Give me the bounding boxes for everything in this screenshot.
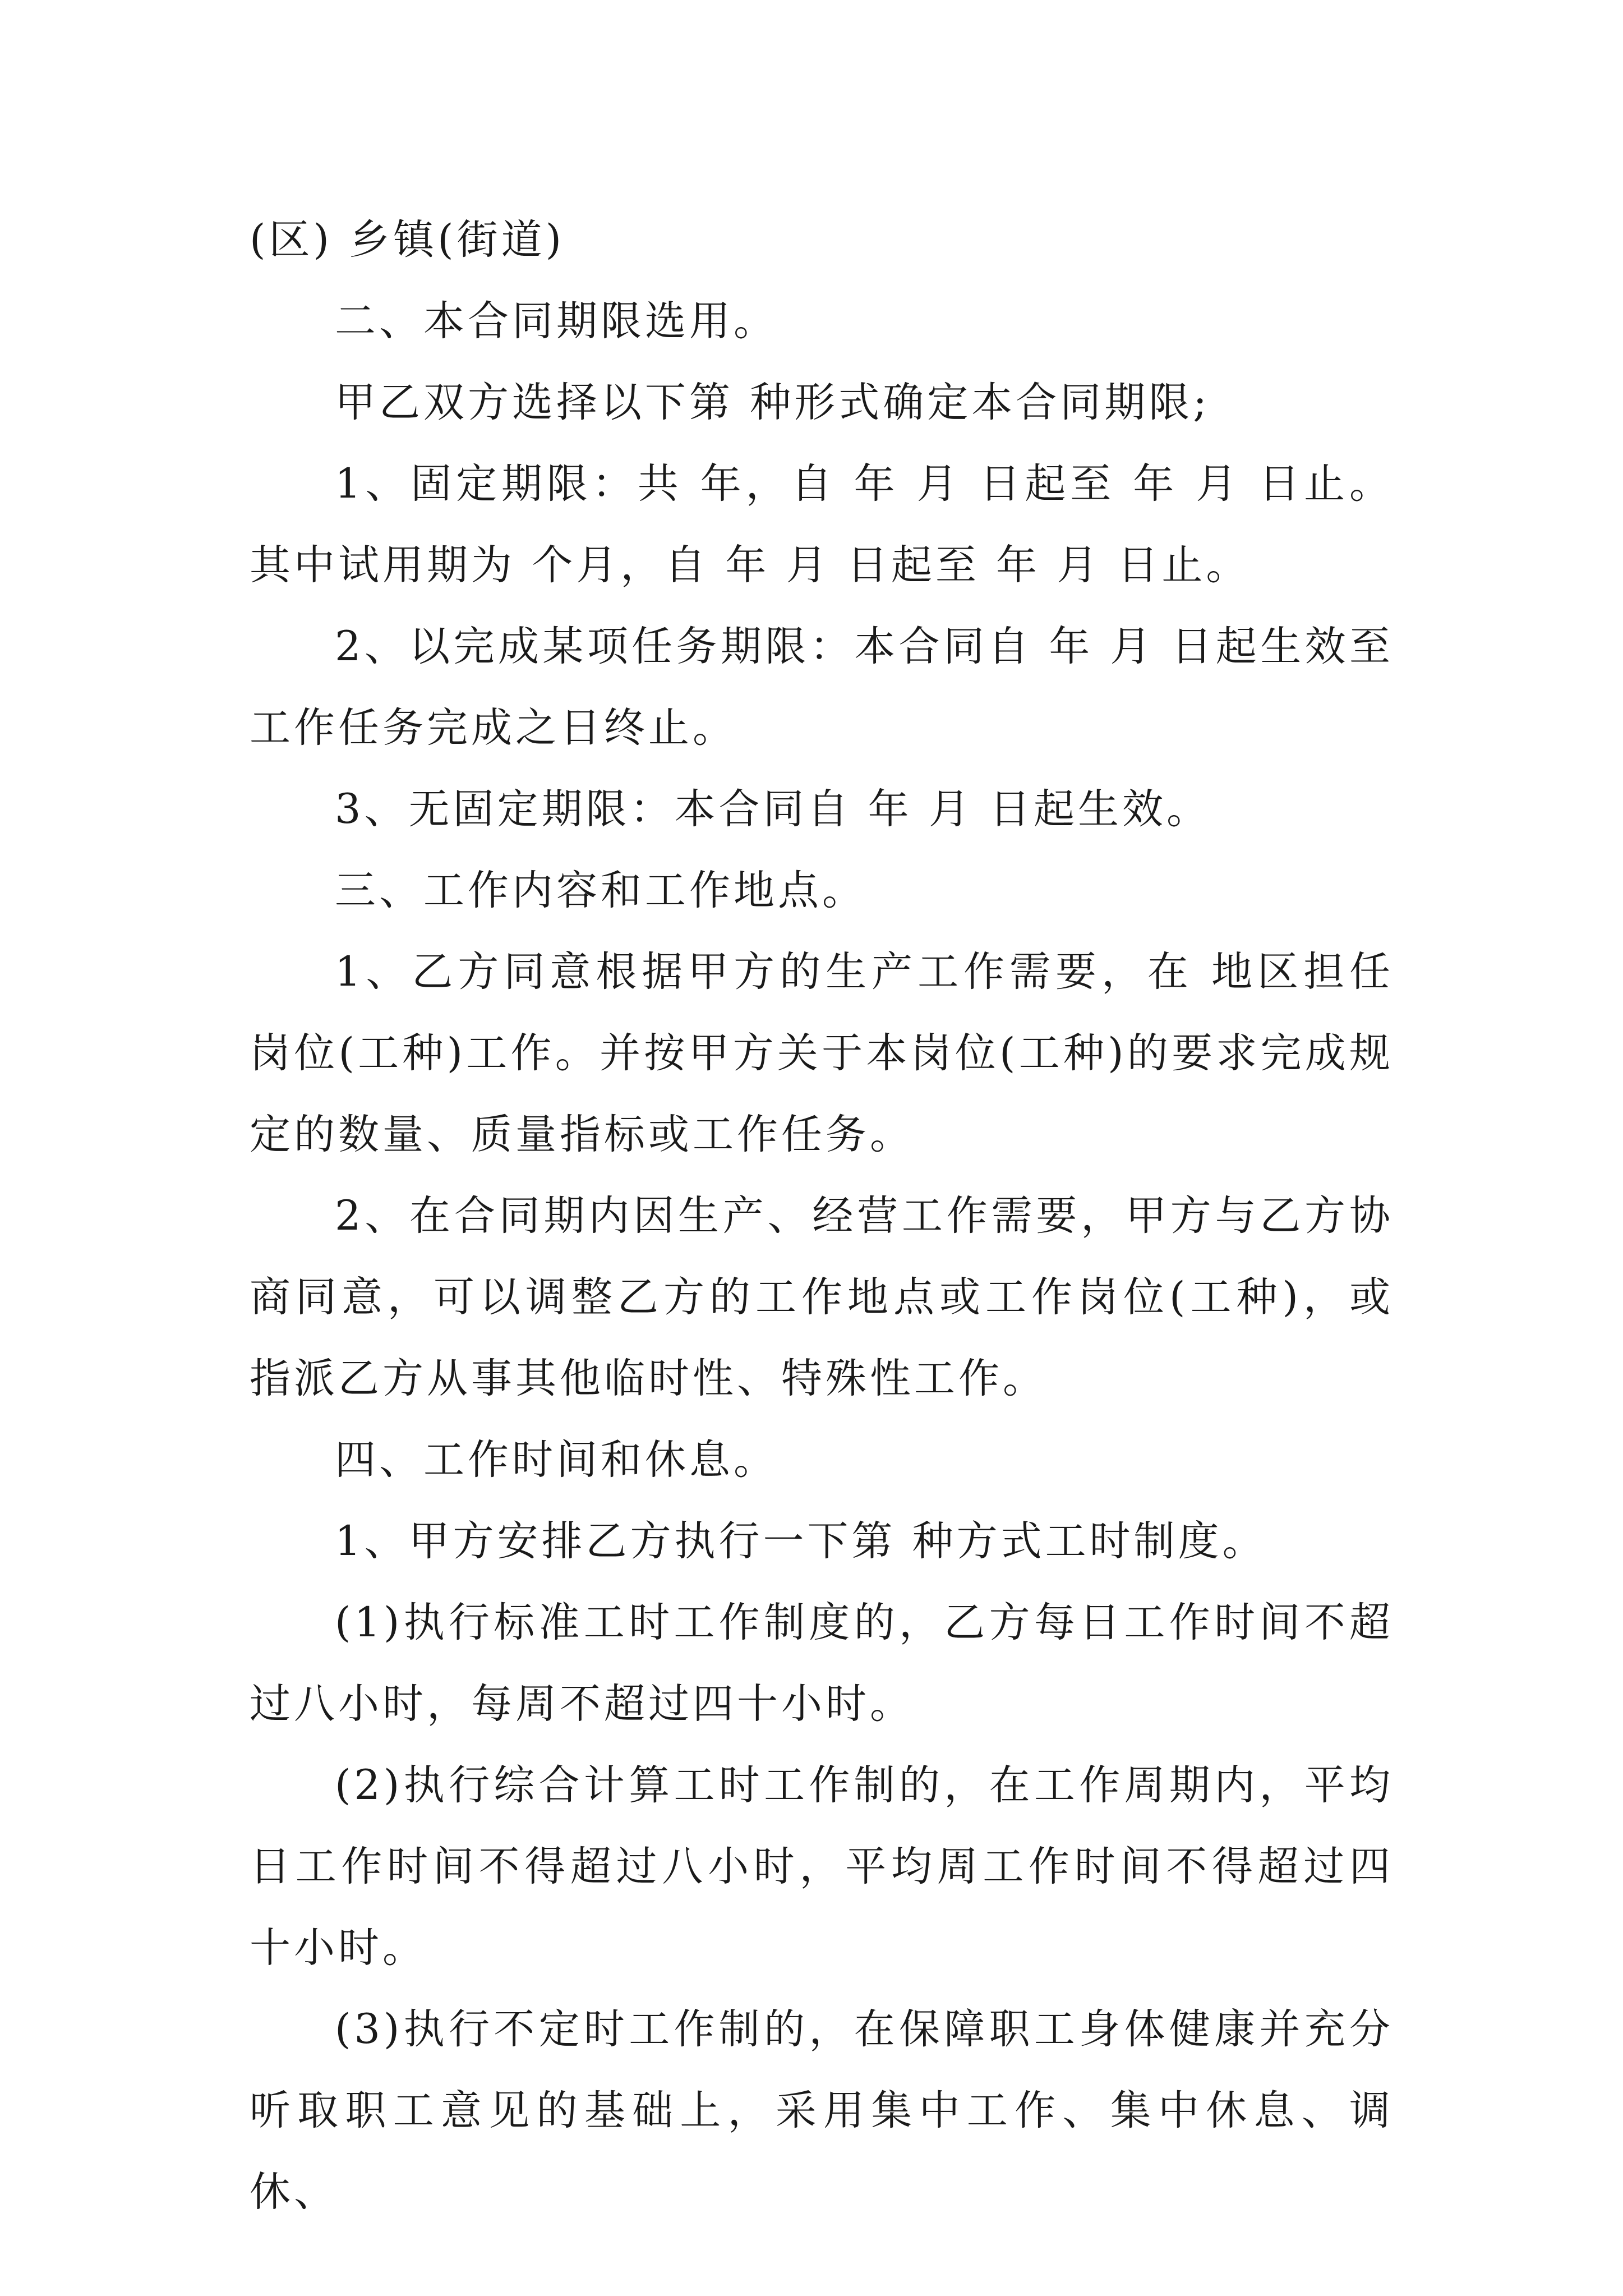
paragraph-district-line: (区) 乡镇(街道): [250, 216, 565, 264]
paragraph-comprehensive-hours: (2)执行综合计算工时工作制的，在工作周期内，平均日工作时间不得超过八小时，平均周工作时间不得超过四十小时。: [250, 1761, 1394, 1972]
paragraph-work-assignment: 1、乙方同意根据甲方的生产工作需要，在 地区担任岗位(工种)工作。并按甲方关于本岗位(工种)的要求完成规定的数量、质量指标或工作任务。: [250, 948, 1394, 1158]
paragraph-term-selection: 甲乙双方选择以下第 种形式确定本合同期限;: [335, 379, 1210, 426]
paragraph-flexible-hours: (3)执行不定时工作制的，在保障职工身体健康并充分听取职工意见的基础上，采用集中工作、集中休息、调休、: [250, 2005, 1394, 2216]
paragraph-hours-system: 1、甲方安排乙方执行一下第 种方式工时制度。: [335, 1517, 1267, 1565]
heading-contract-term: 二、本合同期限选用。: [335, 297, 778, 345]
document-body: [250, 199, 1394, 2233]
paragraph-work-adjustment: 2、在合同期内因生产、经营工作需要，甲方与乙方协商同意，可以调整乙方的工作地点或工作岗位(工种)，或指派乙方从事其他临时性、特殊性工作。: [250, 1192, 1394, 1402]
paragraph-fixed-term: 1、固定期限：共 年，自 年 月 日起至 年 月 日止。其中试用期为 个月，自 年 月 日起至 年 月 日止。: [250, 460, 1394, 589]
paragraph-standard-hours: (1)执行标准工时工作制度的，乙方每日工作时间不超过八小时，每周不超过四十小时。: [250, 1599, 1394, 1728]
paragraph-task-term: 2、以完成某项任务期限：本合同自 年 月 日起生效至工作任务完成之日终止。: [250, 623, 1394, 752]
paragraph-open-term: 3、无固定期限：本合同自 年 月 日起生效。: [335, 785, 1211, 833]
heading-work-hours: 四、工作时间和休息。: [335, 1436, 778, 1484]
heading-work-content: 三、工作内容和工作地点。: [335, 867, 866, 914]
